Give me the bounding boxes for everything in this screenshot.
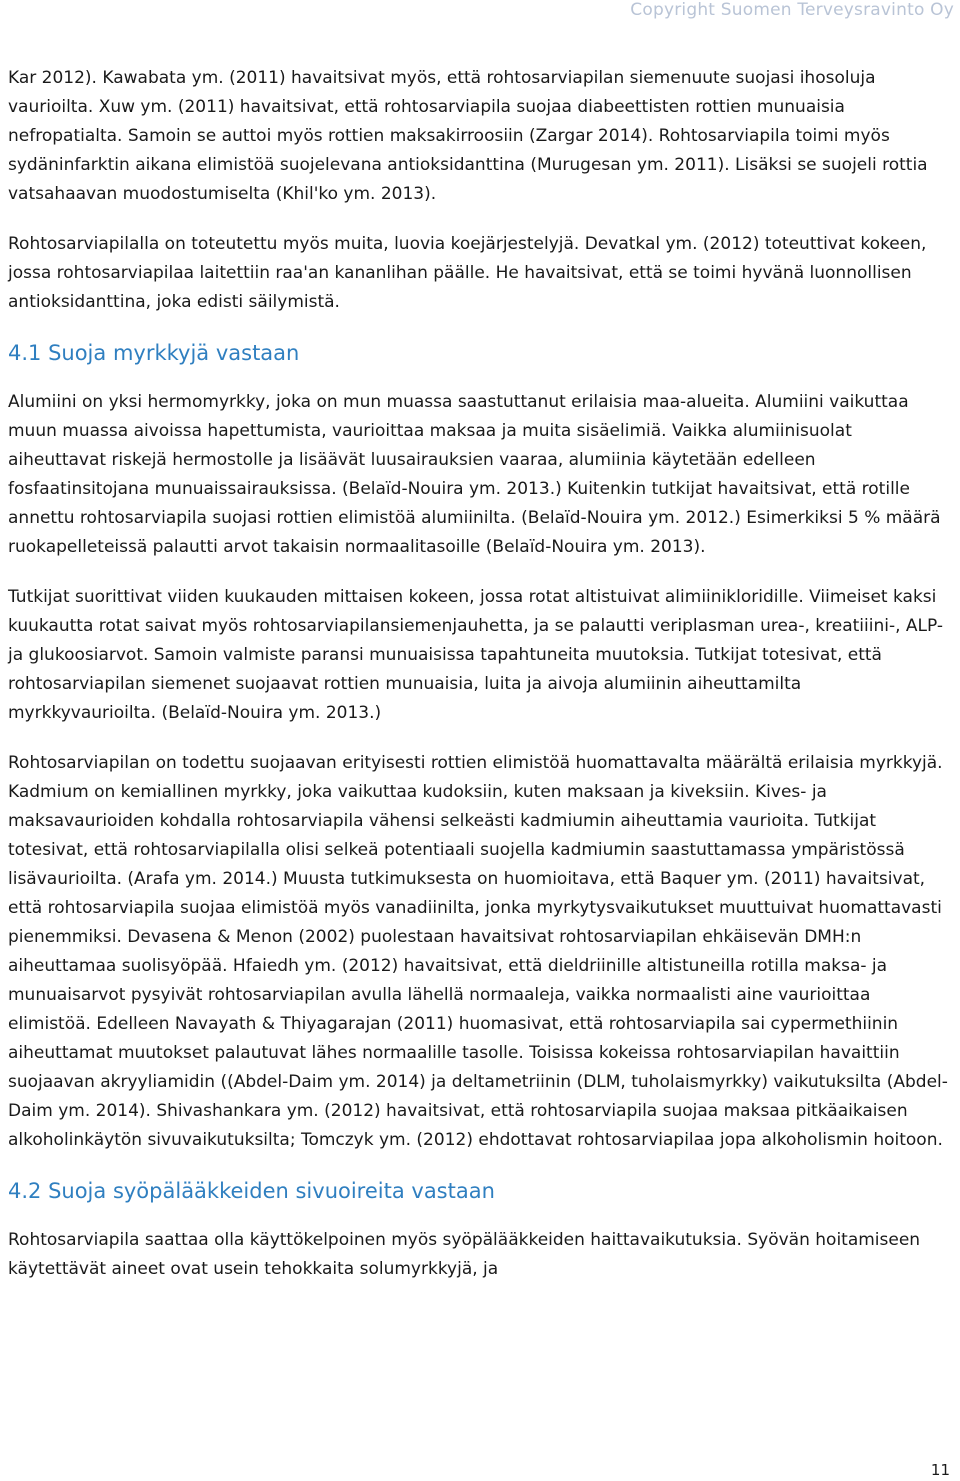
paragraph: Rohtosarviapilan on todettu suojaavan erityisesti rottien elimistöä huomattavalta määrältä erilaisia myrkkyjä. Kadmium on kemiallinen myrkky, joka vaikuttaa kudoksiin, kuten maksaan ja kiveksiin. Kives- ja maksavaurioiden kohdalla rohtosarviapila vähensi selkeästi kadmiumin aiheuttamia vaurioita. Tutkijat totesivat, että rohtosarviapilalla olisi selkeä potentiaali suojella kadmiumin saastuttamassa ympäristössä lisävaurioilta. (Arafa ym. 2014.) Muusta tutkimuksesta on huomioitava, että Baquer ym. (2011) havaitsivat, että rohtosarviapila suojaa elimistöä myös vanadiinilta, jonka myrkytysvaikutukset muuttuivat huomattavasti pienemmiksi. Devasena & Menon (2002) puolestaan havaitsivat rohtosarviapilan ehkäisevän DMH:n aiheuttamaa suolisyöpää. Hfaiedh ym. (2012) havaitsivat, että dieldriinille altistuneilla rotilla maksa- ja munuaisarvot pysyivät rohtosarviapilan avulla lähellä normaaleja, vaikka normaalisti aine vaurioittaa elimistöä. Edelleen Navayath & Thiyagarajan (2011) huomasivat, että rohtosarviapila sai cypermethiinin aiheuttamat muutokset palautuvat lähes normaalille tasolle. Toisissa kokeissa rohtosarviapilan havaittiin suojaavan akryyliamidin ((Abdel-Daim ym. 2014) ja deltametriinin (DLM, tuholaismyrkky) vaikutuksilta (Abdel-Daim ym. 2014). Shivashankara ym. (2012) havaitsivat, että rohtosarviapila suojaa maksaa pitkäaikaisen alkoholinkäytön sivuvaikutuksilta; Tomczyk ym. (2012) ehdottavat rohtosarviapilaa jopa alkoholismin hoitoon. — [8, 753, 948, 1150]
paragraph: Tutkijat suorittivat viiden kuukauden mittaisen kokeen, jossa rotat altistuivat alimiinikloridille. Viimeiset kaksi kuukautta rotat saivat myös rohtosarviapilansiemenjauhetta, ja se palautti veriplasman urea-, kreatiiini-, ALP- ja glukoosiarvot. Samoin valmiste paransi munuaisissa tapahtuneita muutoksia. Tutkijat totesivat, että rohtosarviapilan siemenet suojaavat rottien munuaisia, luita ja aivoja alumiinin aiheuttamilta myrkkyvaurioilta. (Belaïd-Nouira ym. 2013.) — [8, 587, 943, 723]
paragraph: Alumiini on yksi hermomyrkky, joka on mun muassa saastuttanut erilaisia maa-alueita. Alumiini vaikuttaa muun muassa aivoissa hapettumista, vaurioittaa maksaa ja muita sisäelimiä. Vaikka alumiinisuolat aiheuttavat riskejä hermostolle ja lisäävät luusairauksien vaaraa, alumiinia käytetään edelleen fosfaatinsitojana munuaissairauksissa. (Belaïd-Nouira ym. 2013.) Kuitenkin tutkijat havaitsivat, että rotille annettu rohtosarviapila suojasi rottien elimistöä alumiinilta. (Belaïd-Nouira ym. 2012.) Esimerkiksi 5 % määrä ruokapelleteissä palautti arvot takaisin normaalitasoille (Belaïd-Nouira ym. 2013). — [8, 392, 941, 557]
section-heading-4-1: 4.1 Suoja myrkkyjä vastaan — [8, 341, 300, 365]
section-heading-4-2: 4.2 Suoja syöpälääkkeiden sivuoireita vastaan — [8, 1179, 495, 1203]
paragraph: Kar 2012). Kawabata ym. (2011) havaitsivat myös, että rohtosarviapilan siemenuute suojasi ihosoluja vaurioilta. Xuw ym. (2011) havaitsivat, että rohtosarviapila suojaa diabeettisten rottien munuaisia nefropatialta. Samoin se auttoi myös rottien maksakirroosiin (Zargar 2014). Rohtosarviapila toimi myös sydäninfarktin aikana elimistöä suojelevana antioksidanttina (Murugesan ym. 2011). Lisäksi se suojeli rottia vatsahaavan muodostumiselta (Khil'ko ym. 2013). — [8, 68, 928, 204]
paragraph: Rohtosarviapila saattaa olla käyttökelpoinen myös syöpälääkkeiden haittavaikutuksia. Syövän hoitamiseen käytettävät aineet ovat usein tehokkaita solumyrkkyjä, ja — [8, 1230, 921, 1279]
paragraph: Rohtosarviapilalla on toteutettu myös muita, luovia koejärjestelyjä. Devatkal ym. (2012) toteuttivat kokeen, jossa rohtosarviapilaa laitettiin raa'an kananlihan päälle. He havaitsivat, että se toimi hyvänä luonnollisen antioksidanttina, joka edisti säilymistä. — [8, 234, 927, 312]
page-number: 11 — [930, 1461, 950, 1479]
copyright-watermark: Copyright Suomen Terveysravinto Oy — [630, 0, 954, 20]
document-body — [8, 64, 953, 1305]
